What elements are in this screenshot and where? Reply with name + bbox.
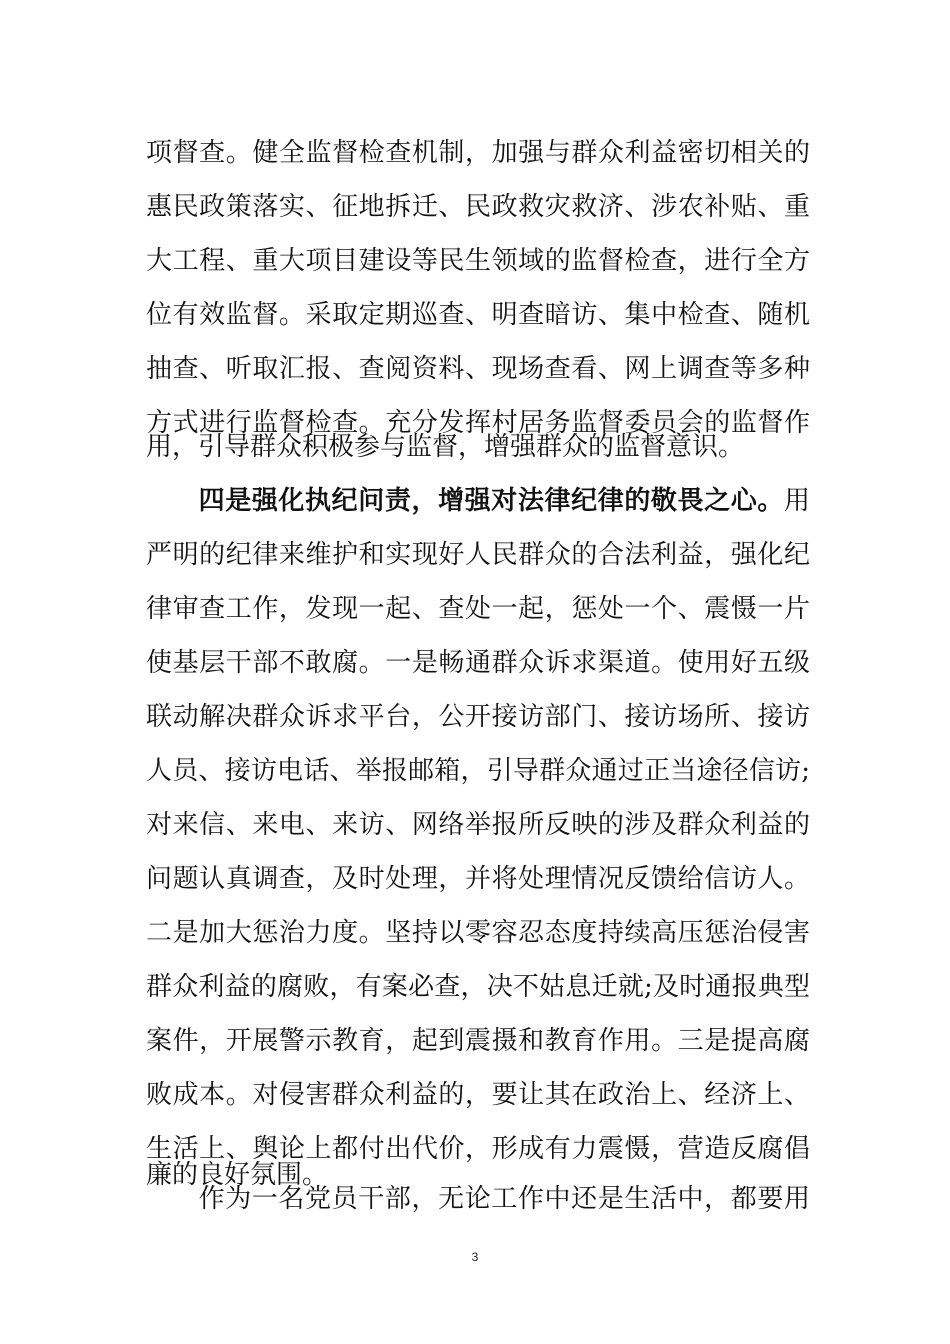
paragraph-line: 人员、接访电话、举报邮箱，引导群众通过正当途径信访; [146,756,810,786]
paragraph-line: 败成本。对侵害群众利益的，要让其在政治上、经济上、 [146,1080,810,1110]
page-number: 3 [471,1250,479,1264]
section-heading-line [146,474,810,528]
closing-paragraph-line [146,1172,810,1226]
heading-continuation: 用 [783,486,810,516]
paragraph-line: 生活上、舆论上都付出代价，形成有力震慑，营造反腐倡 [146,1134,810,1164]
paragraph-line: 二是加大惩治力度。坚持以零容忍态度持续高压惩治侵害 [146,918,810,948]
paragraph-line: 大工程、重大项目建设等民生领域的监督检查，进行全方 [146,246,810,276]
closing-text: 作为一名党员干部，无论工作中还是生活中，都要用 [198,1184,810,1214]
paragraph-line: 廉的良好氛围。 [146,1160,329,1190]
paragraph-line: 抽查、听取汇报、查阅资料、现场查看、网上调查等多种 [146,354,810,384]
paragraph-line: 联动解决群众诉求平台，公开接访部门、接访场所、接访 [146,702,810,732]
paragraph-line: 对来信、来电、来访、网络举报所反映的涉及群众利益的 [146,810,810,840]
paragraph-line: 使基层干部不敢腐。一是畅通群众诉求渠道。使用好五级 [146,648,810,678]
paragraph-line: 项督查。健全监督检查机制，加强与群众利益密切相关的 [146,138,810,168]
paragraph-line: 方式进行监督检查。充分发挥村居务监督委员会的监督作 [146,408,810,438]
paragraph-line: 惠民政策落实、征地拆迁、民政救灾救济、涉农补贴、重 [146,192,810,222]
paragraph-line: 位有效监督。采取定期巡查、明查暗访、集中检查、随机 [146,300,810,330]
paragraph-line: 律审查工作，发现一起、查处一起，惩处一个、震慑一片 [146,594,810,624]
paragraph-line: 严明的纪律来维护和实现好人民群众的合法利益，强化纪 [146,540,810,570]
section-heading: 四是强化执纪问责，增强对法律纪律的敬畏之心。 [198,486,784,516]
paragraph-line: 案件，开展警示教育，起到震摄和教育作用。三是提高腐 [146,1026,810,1056]
paragraph-line: 用，引导群众积极参与监督，增强群众的监督意识。 [146,432,745,462]
paragraph-line: 群众利益的腐败，有案必查，决不姑息迁就;及时通报典型 [146,972,810,1002]
paragraph-line: 问题认真调查，及时处理，并将处理情况反馈给信访人。 [146,864,810,894]
